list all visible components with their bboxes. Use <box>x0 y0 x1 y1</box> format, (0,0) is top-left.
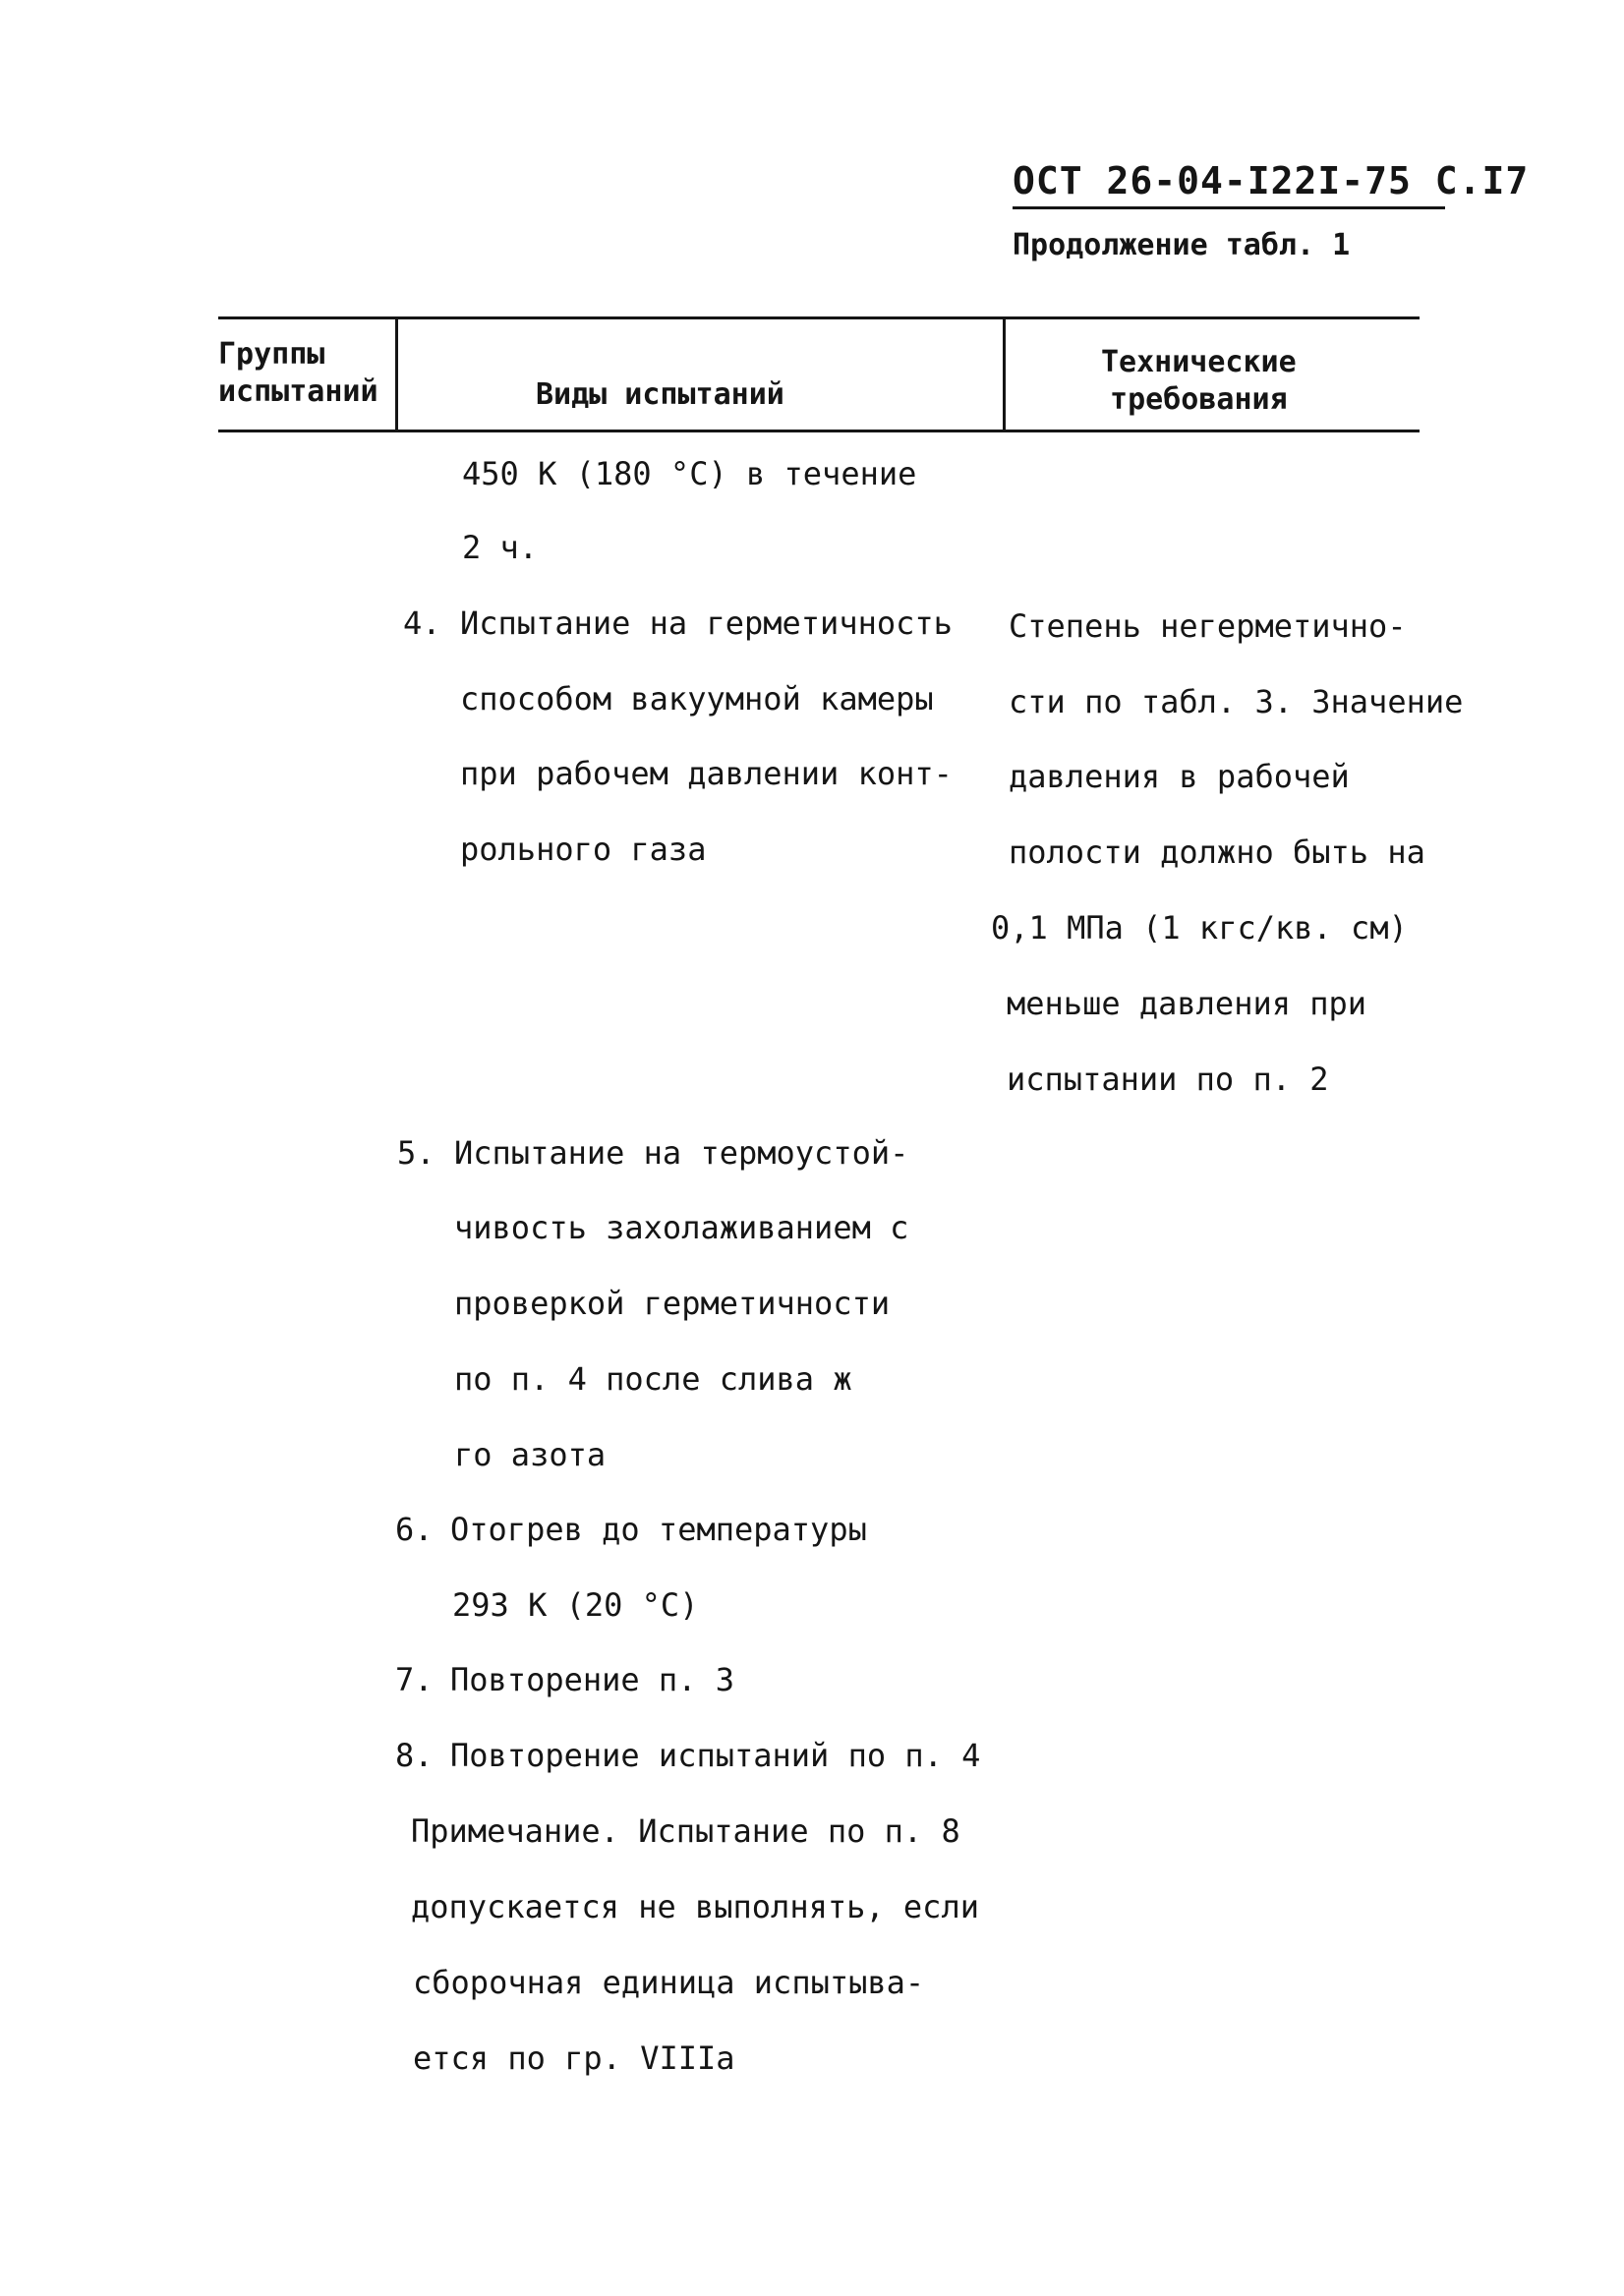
note-line1: Примечание. Испытание по п. 8 <box>411 1812 960 1850</box>
item-4-line1: Испытание на герметичность <box>460 604 953 642</box>
item-4-requirement-line6: меньше давления при <box>1007 985 1367 1022</box>
column-header-test-groups-line2: испытаний <box>218 374 378 409</box>
column-divider-1 <box>395 316 398 432</box>
note-line4: ется по гр. VIIIа <box>413 2039 735 2077</box>
column-header-test-groups <box>218 336 378 411</box>
item-8-number: 8. <box>395 1737 434 1774</box>
document-code: ОСТ 26-04-I22I-75 С.I7 <box>1013 159 1530 202</box>
item-5-number: 5. <box>397 1134 435 1172</box>
table-continuation-label: Продолжение табл. 1 <box>1013 228 1351 262</box>
item-4-requirement-line7: испытании по п. 2 <box>1007 1061 1329 1098</box>
item-7-line1: Повторение п. 3 <box>450 1661 734 1698</box>
item-4-line4: рольного газа <box>460 831 707 868</box>
item-5-line4: по п. 4 после слива ж <box>454 1360 852 1398</box>
item-7-number: 7. <box>395 1661 434 1698</box>
continued-text-line2: 2 ч. <box>462 529 539 566</box>
document-code-underline <box>1013 206 1445 209</box>
item-6-line2: 293 К (20 °С) <box>452 1586 699 1624</box>
note-line2: допускается не выполнять, если <box>411 1888 979 1925</box>
item-4-line3: при рабочем давлении конт- <box>460 755 953 792</box>
item-5-line3: проверкой герметичности <box>454 1285 891 1322</box>
table-head-bottom-rule <box>218 430 1420 432</box>
item-4-requirement-line1: Степень негерметично- <box>1009 607 1407 645</box>
item-6-line1: Отогрев до температуры <box>450 1511 867 1548</box>
item-4-number: 4. <box>403 604 441 642</box>
item-5-line5: го азота <box>454 1436 607 1473</box>
column-header-technical-requirements-line1: Технические <box>1101 345 1297 379</box>
column-header-test-groups-line1: Группы <box>218 337 325 372</box>
column-header-test-types: Виды испытаний <box>536 377 784 412</box>
item-4-line2: способом вакуумной камеры <box>460 680 934 718</box>
table-top-rule <box>218 316 1420 319</box>
item-4-requirement-line3: давления в рабочей <box>1009 758 1350 795</box>
item-5-line2: чивость захолаживанием с <box>454 1209 909 1246</box>
column-header-technical-requirements <box>1101 344 1297 419</box>
item-4-requirement-line2: сти по табл. 3. Значение <box>1009 683 1464 720</box>
item-4-requirement-line4: полости должно быть на <box>1009 833 1425 871</box>
item-8-line1: Повторение испытаний по п. 4 <box>450 1737 981 1774</box>
item-4-requirement-line5: 0,1 МПа (1 кгс/кв. см) <box>991 909 1408 947</box>
column-header-technical-requirements-line2: требования <box>1110 382 1288 417</box>
item-6-number: 6. <box>395 1511 434 1548</box>
note-line3: сборочная единица испытыва- <box>413 1964 925 2001</box>
item-5-line1: Испытание на термоустой- <box>454 1134 909 1172</box>
continued-text-line1: 450 К (180 °С) в течение <box>462 455 917 492</box>
column-divider-2 <box>1003 316 1006 432</box>
